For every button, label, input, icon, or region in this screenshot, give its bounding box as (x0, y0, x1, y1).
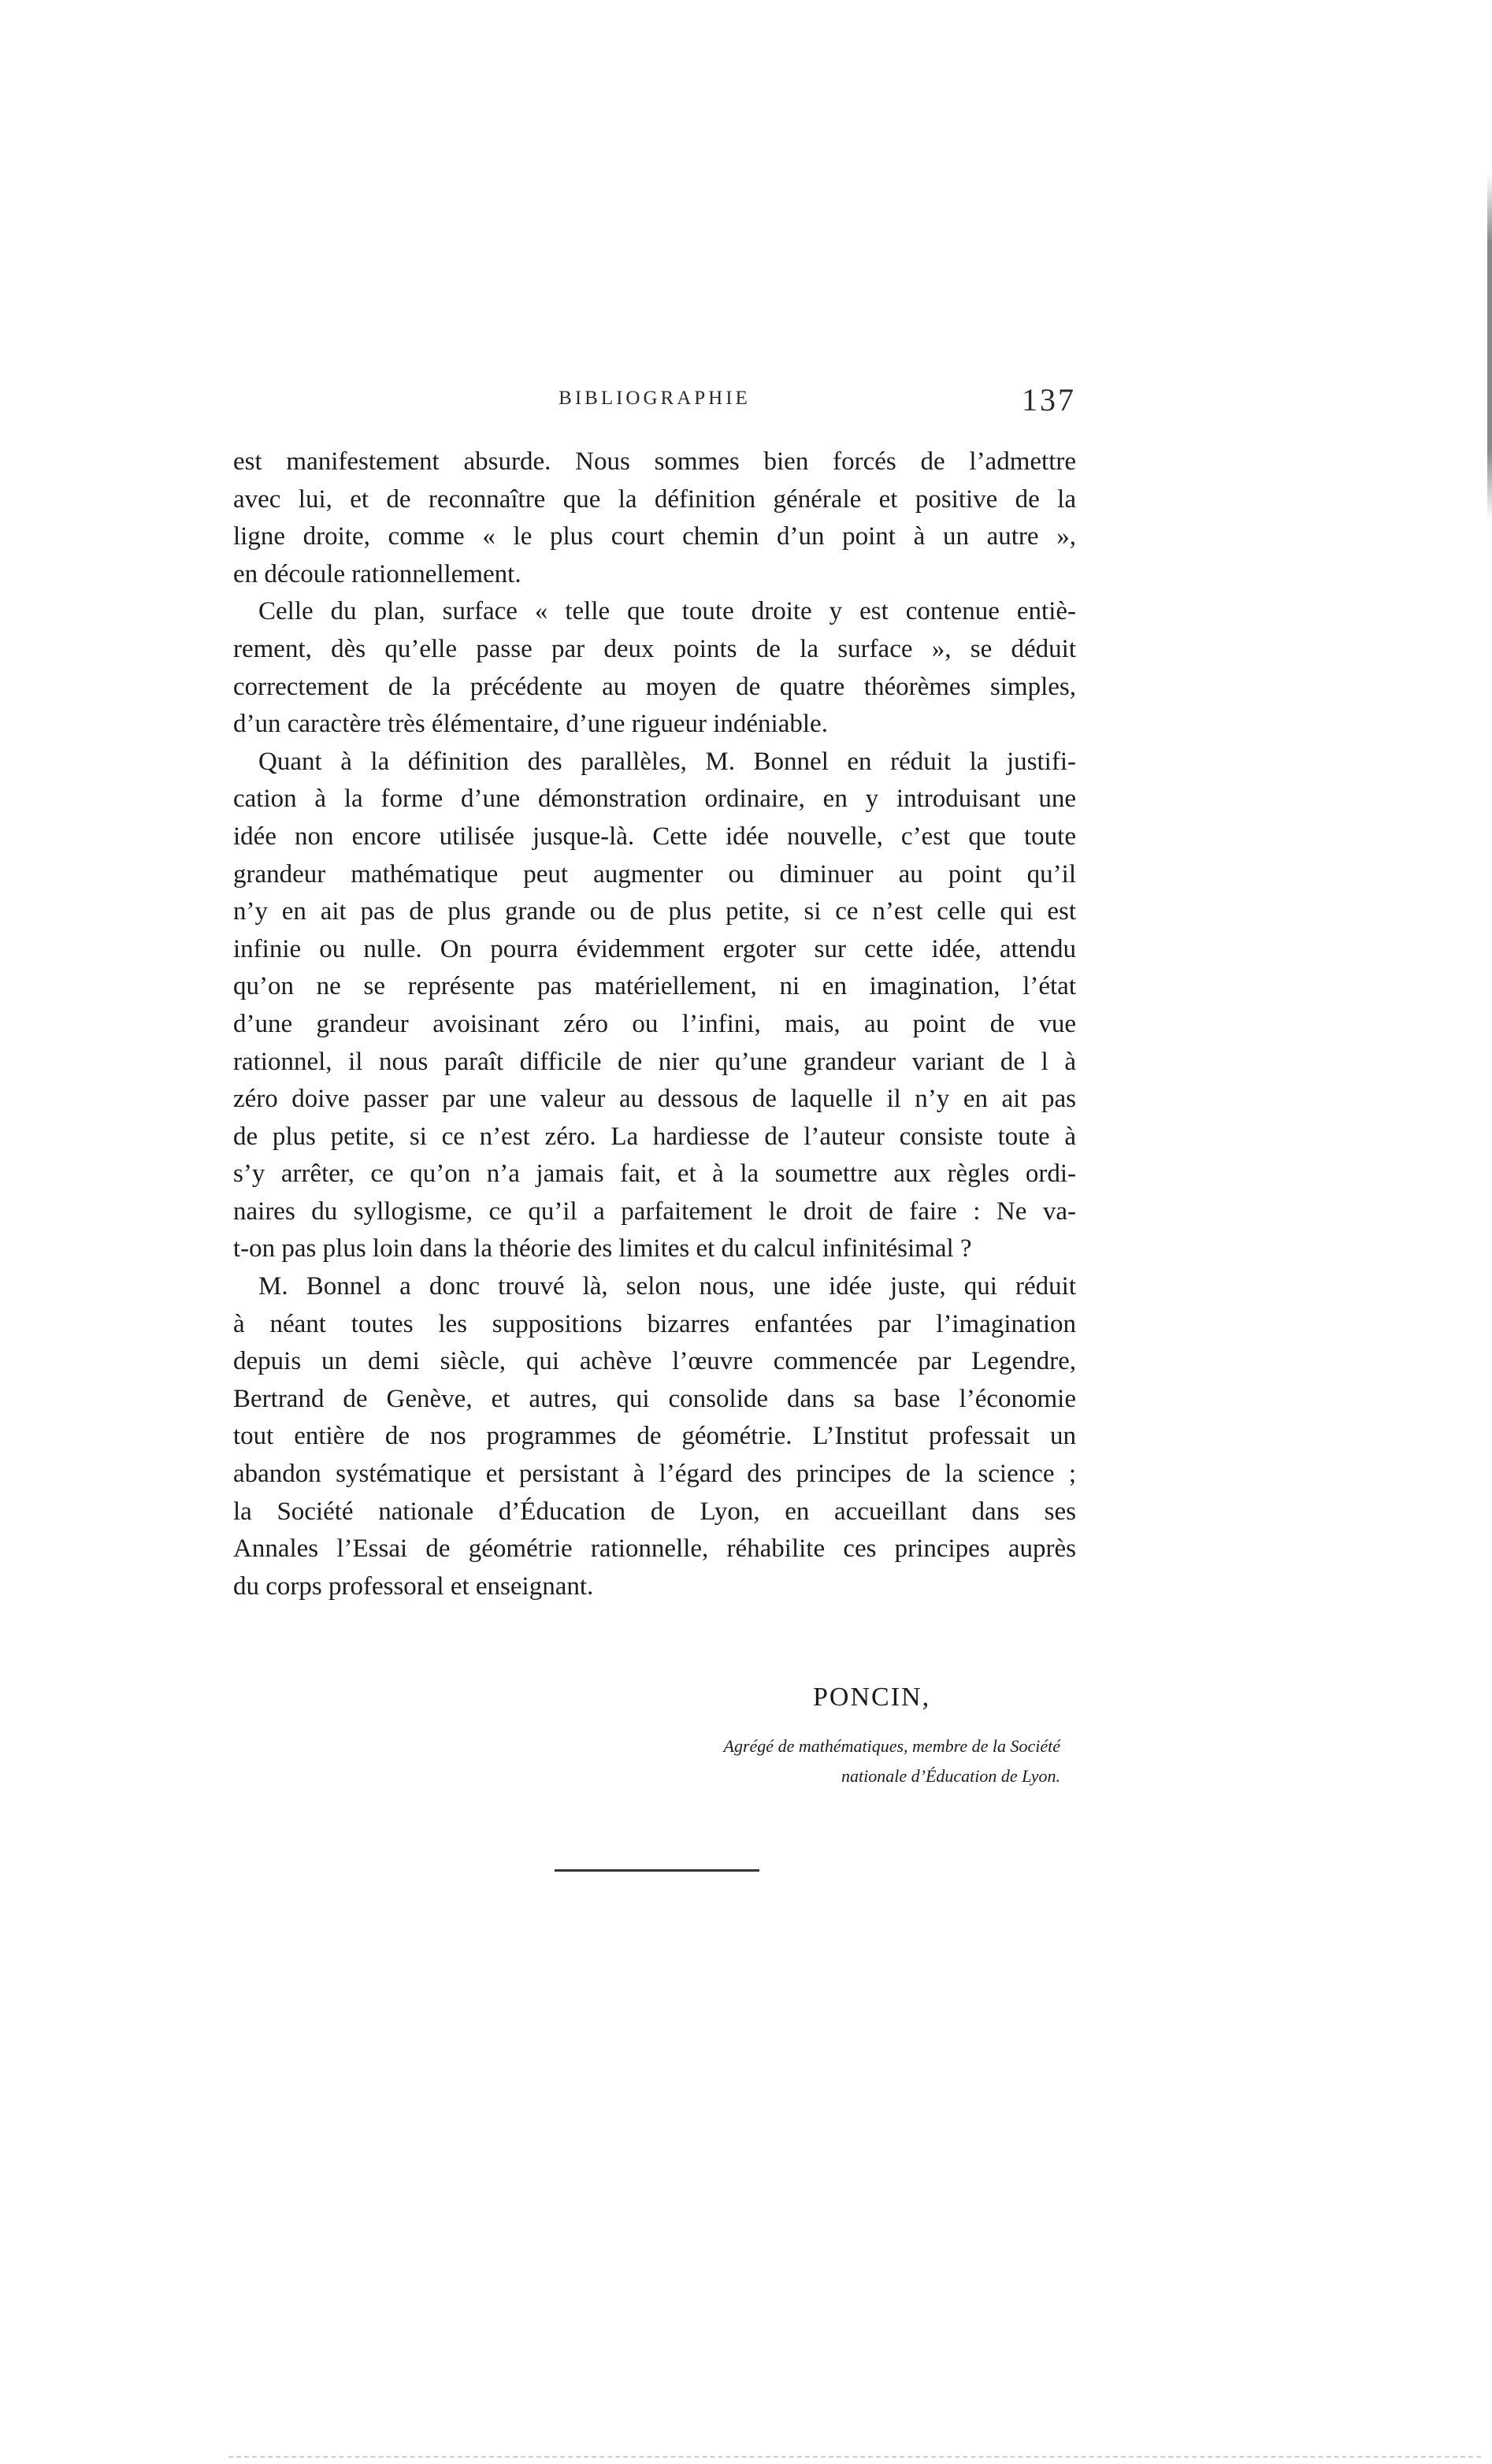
paragraph (233, 744, 1076, 1268)
end-rule-divider (555, 1869, 759, 1872)
page-number: 137 (1022, 382, 1076, 417)
running-title: BIBLIOGRAPHIE (559, 388, 751, 409)
text-line: abandon systématique et persistant à l’égard des principes de la science ; (233, 1460, 1076, 1489)
text-line: de plus petite, si ce n’est zéro. La hardiesse de l’auteur consiste toute à (233, 1122, 1076, 1151)
text-line: Bertrand de Genève, et autres, qui consolide dans sa base l’économie (233, 1384, 1076, 1413)
scan-bottom-marks (228, 2456, 1481, 2459)
text-line: cation à la forme d’une démonstration ordinaire, en y introduisant une (233, 785, 1076, 814)
text-line: tout entière de nos programmes de géométrie. L’Institut professait un (233, 1422, 1076, 1451)
scan-edge-mark (1487, 173, 1492, 520)
text-line: depuis un demi siècle, qui achève l’œuvre commencée par Legendre, (233, 1347, 1076, 1376)
text-line: zéro doive passer par une valeur au dessous de laquelle il n’y en ait pas (233, 1085, 1076, 1114)
text-line: rationnel, il nous paraît difficile de nier qu’une grandeur variant de l à (233, 1047, 1076, 1076)
signer-title (666, 1731, 1060, 1791)
text-line: s’y arrêter, ce qu’on n’a jamais fait, et à la soumettre aux règles ordi- (233, 1160, 1076, 1189)
text-line: d’une grandeur avoisinant zéro ou l’infini, mais, au point de vue (233, 1009, 1076, 1038)
text-line: M. Bonnel a donc trouvé là, selon nous, une idée juste, qui réduit (258, 1272, 1076, 1301)
text-line: t-on pas plus loin dans la théorie des limites et du calcul infinitésimal ? (233, 1234, 972, 1264)
signer-title-line: Agrégé de mathématiques, membre de la Société (723, 1736, 1060, 1756)
signer-name: PONCIN, (813, 1683, 931, 1712)
text-line: ligne droite, comme « le plus court chemin d’un point à un autre », (233, 522, 1076, 551)
body-text (233, 443, 1076, 1605)
text-line: n’y en ait pas de plus grande ou de plus petite, si ce n’est celle qui est (233, 897, 1076, 926)
text-line: en découle rationnellement. (233, 559, 521, 588)
text-line: Quant à la définition des parallèles, M. Bonnel en réduit la justifi- (258, 747, 1076, 776)
text-line: la Société nationale d’Éducation de Lyon, en accueillant dans ses (233, 1497, 1076, 1526)
text-line: infinie ou nulle. On pourra évidemment ergoter sur cette idée, attendu (233, 934, 1076, 963)
text-line: d’un caractère très élémentaire, d’une rigueur indéniable. (233, 710, 828, 739)
text-line: Celle du plan, surface « telle que toute droite y est contenue entiè- (258, 597, 1076, 626)
paragraph (233, 593, 1076, 743)
text-line: avec lui, et de reconnaître que la définition générale et positive de la (233, 484, 1076, 514)
text-line: Annales l’Essai de géométrie rationnelle, réhabilite ces principes auprès (233, 1534, 1076, 1564)
text-line: rement, dès qu’elle passe par deux points de la surface », se déduit (233, 634, 1076, 663)
text-line: naires du syllogisme, ce qu’il a parfaitement le droit de faire : Ne va- (233, 1197, 1076, 1226)
text-line: à néant toutes les suppositions bizarres enfantées par l’imagination (233, 1309, 1076, 1338)
text-line: idée non encore utilisée jusque-là. Cette idée nouvelle, c’est que toute (233, 822, 1076, 851)
signer-title-line: nationale d’Éducation de Lyon. (841, 1766, 1060, 1786)
page-header (233, 383, 1076, 430)
paragraph (233, 1268, 1076, 1605)
text-line: qu’on ne se représente pas matériellement, ni en imagination, l’état (233, 972, 1076, 1001)
text-line: grandeur mathématique peut augmenter ou diminuer au point qu’il (233, 859, 1076, 889)
text-line: correctement de la précédente au moyen de quatre théorèmes simples, (233, 672, 1076, 701)
text-line: est manifestement absurde. Nous sommes bien forcés de l’admettre (233, 447, 1076, 476)
paragraph (233, 443, 1076, 593)
text-line: du corps professoral et enseignant. (233, 1572, 594, 1601)
